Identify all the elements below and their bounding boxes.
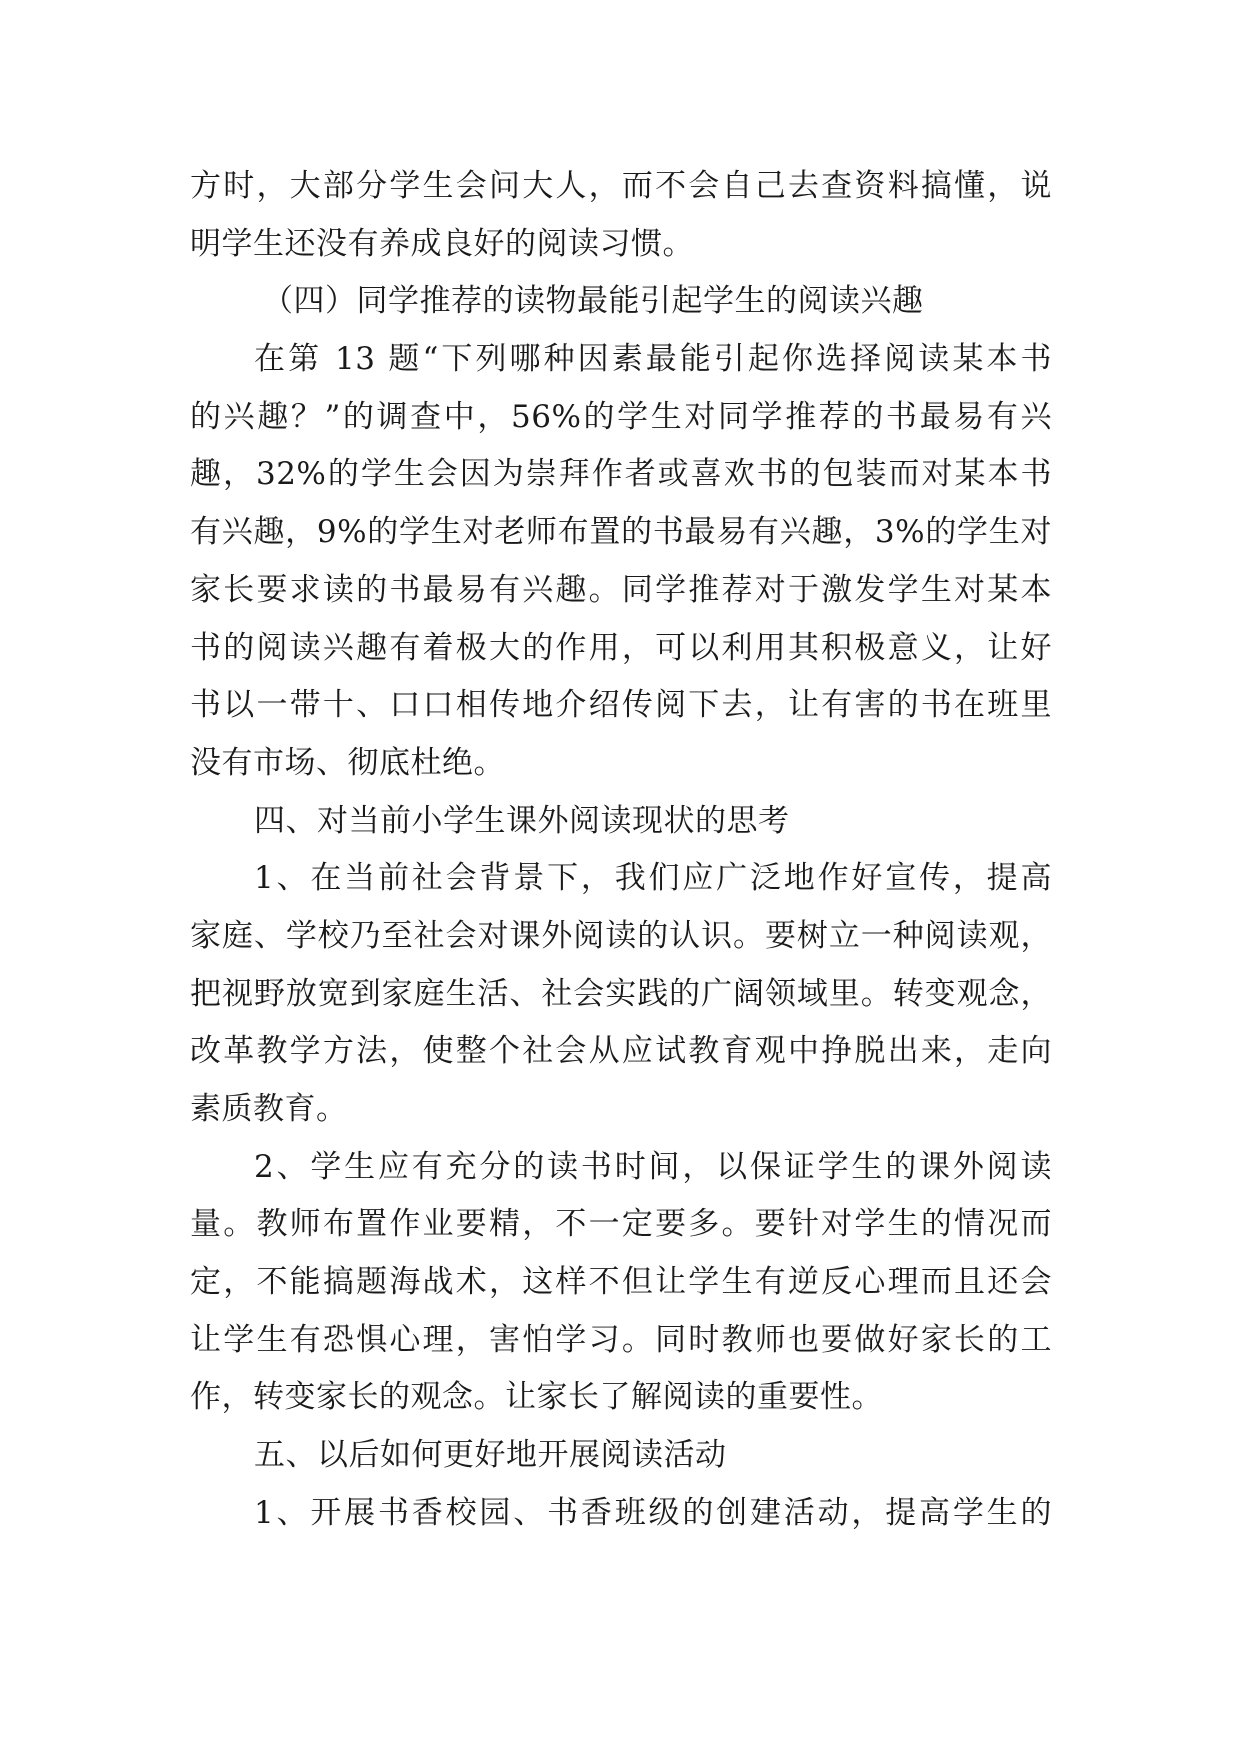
paragraph-line: 改革教学方法，使整个社会从应试教育观中挣脱出来，走向 xyxy=(190,1033,1052,1070)
paragraph-line: 书的阅读兴趣有着极大的作用，可以利用其积极意义，让好 xyxy=(190,629,1052,666)
paragraph-line: 明学生还没有养成良好的阅读习惯。 xyxy=(190,225,694,262)
section-heading: 五、以后如何更好地开展阅读活动 xyxy=(254,1437,727,1474)
paragraph-line: 1、在当前社会背景下，我们应广泛地作好宣传，提高 xyxy=(254,860,1052,897)
paragraph-line: 作，转变家长的观念。让家长了解阅读的重要性。 xyxy=(190,1379,883,1416)
paragraph-line: 有兴趣，9%的学生对老师布置的书最易有兴趣，3%的学生对 xyxy=(190,514,1052,551)
paragraph-line: 书以一带十、口口相传地介绍传阅下去，让有害的书在班里 xyxy=(190,687,1052,724)
paragraph-line: 把视野放宽到家庭生活、社会实践的广阔领域里。转变观念， xyxy=(190,975,1052,1012)
section-heading: （四）同学推荐的读物最能引起学生的阅读兴趣 xyxy=(262,283,924,320)
paragraph-line: 2、学生应有充分的读书时间，以保证学生的课外阅读 xyxy=(254,1148,1052,1185)
paragraph-line: 在第 13 题“下列哪种因素最能引起你选择阅读某本书 xyxy=(254,341,1052,378)
paragraph-line: 家长要求读的书最易有兴趣。同学推荐对于激发学生对某本 xyxy=(190,571,1052,608)
paragraph-line: 趣，32%的学生会因为崇拜作者或喜欢书的包装而对某本书 xyxy=(190,456,1052,493)
document-body xyxy=(190,158,1052,1543)
paragraph-line: 素质教育。 xyxy=(190,1091,348,1127)
paragraph-line: 1、开展书香校园、书香班级的创建活动，提高学生的 xyxy=(254,1494,1052,1531)
paragraph-line: 没有市场、彻底杜绝。 xyxy=(190,744,505,781)
section-heading: 四、对当前小学生课外阅读现状的思考 xyxy=(254,802,790,839)
paragraph-line: 量。教师布置作业要精，不一定要多。要针对学生的情况而 xyxy=(190,1206,1052,1243)
paragraph-line: 家庭、学校乃至社会对课外阅读的认识。要树立一种阅读观， xyxy=(190,917,1052,954)
paragraph-line: 方时，大部分学生会问大人，而不会自己去查资料搞懂，说 xyxy=(190,168,1052,204)
paragraph-line: 让学生有恐惧心理，害怕学习。同时教师也要做好家长的工 xyxy=(190,1321,1052,1358)
paragraph-line: 定，不能搞题海战术，这样不但让学生有逆反心理而且还会 xyxy=(190,1264,1052,1301)
paragraph-line: 的兴趣？”的调查中，56%的学生对同学推荐的书最易有兴 xyxy=(190,398,1052,435)
